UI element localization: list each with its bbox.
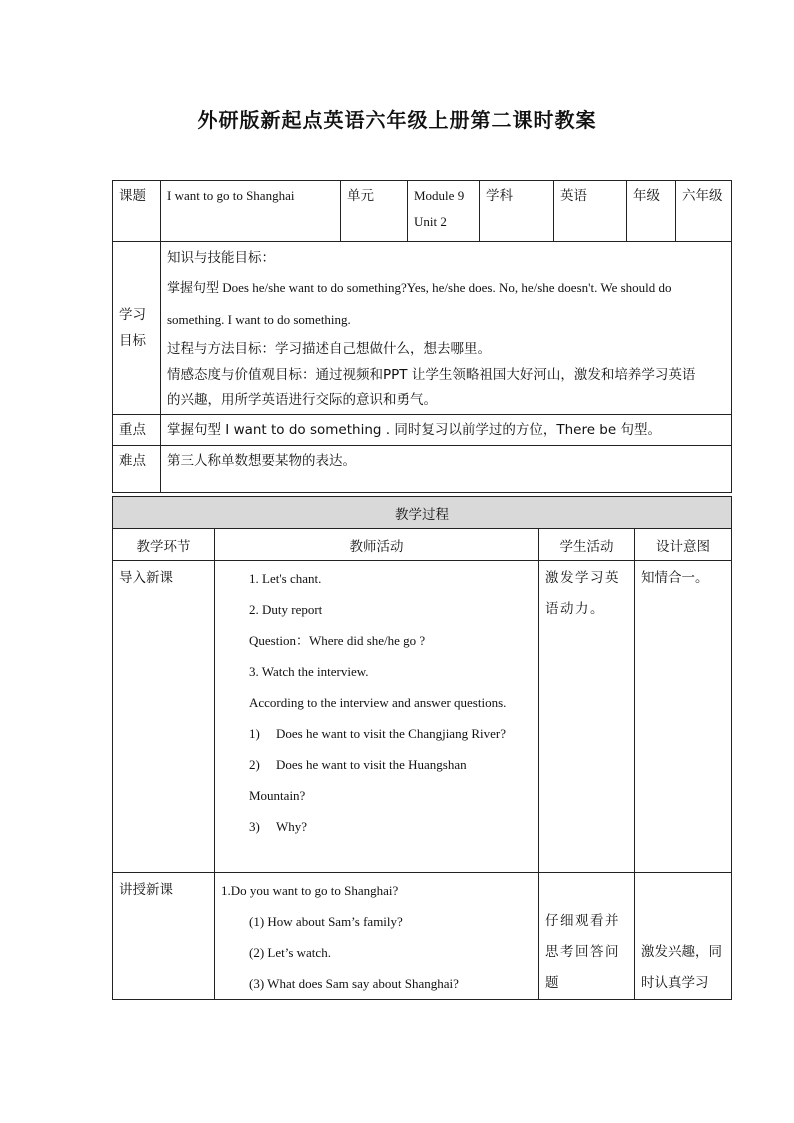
objectives-label-line1: 学习 bbox=[119, 307, 146, 323]
table-row bbox=[113, 561, 732, 873]
grade-value: 六年级 bbox=[676, 181, 732, 242]
intent-line: 时认真学习 bbox=[641, 975, 709, 991]
info-row-topic bbox=[113, 181, 732, 242]
teacher-line: 1. Let's chant. bbox=[249, 571, 322, 586]
student-line: 仔细观看并 bbox=[545, 913, 620, 929]
question-number: 1) bbox=[249, 726, 260, 741]
unit-value-module: Module 9 bbox=[414, 188, 465, 203]
student-activity-new bbox=[539, 873, 635, 1000]
student-line: 题 bbox=[545, 975, 560, 991]
unit-label: 单元 bbox=[341, 181, 408, 242]
info-row-difficult bbox=[113, 446, 732, 493]
info-row-objectives bbox=[113, 242, 732, 415]
header-intent: 设计意图 bbox=[635, 529, 732, 561]
knowledge-line1: 掌握句型 Does he/she want to do something?Yes, he/she does. No, he/she doesn't. We should do bbox=[167, 280, 672, 295]
teacher-activity-new bbox=[215, 873, 539, 1000]
unit-value-unit: Unit 2 bbox=[414, 214, 447, 229]
header-teacher: 教师活动 bbox=[215, 529, 539, 561]
emotion-line2: 的兴趣，用所学英语进行交际的意识和勇气。 bbox=[167, 392, 437, 408]
teacher-line: According to the interview and answer questions. bbox=[249, 695, 507, 710]
process-title: 教学过程 bbox=[113, 497, 732, 529]
header-stage: 教学环节 bbox=[113, 529, 215, 561]
key-label: 重点 bbox=[113, 415, 161, 446]
objectives-label-line2: 目标 bbox=[119, 333, 146, 349]
teacher-line: (3) What does Sam say about Shanghai? bbox=[249, 976, 459, 991]
intent-intro: 知情合一。 bbox=[635, 561, 732, 873]
teacher-line: Question：Where did she/he go ? bbox=[249, 633, 426, 648]
unit-value bbox=[408, 181, 480, 242]
difficult-label: 难点 bbox=[113, 446, 161, 493]
teaching-process-table bbox=[112, 496, 732, 1000]
teacher-line: (1) How about Sam’s family? bbox=[249, 914, 403, 929]
question-text: Why? bbox=[276, 819, 308, 834]
question-item bbox=[249, 718, 538, 749]
topic-value: I want to go to Shanghai bbox=[161, 181, 341, 242]
info-row-key bbox=[113, 415, 732, 446]
student-line: 语动力。 bbox=[545, 601, 605, 617]
header-student: 学生活动 bbox=[539, 529, 635, 561]
question-item bbox=[249, 749, 538, 780]
knowledge-title: 知识与技能目标： bbox=[167, 250, 275, 266]
question-number: 2) bbox=[249, 757, 260, 772]
process-header-row bbox=[113, 529, 732, 561]
emotion-line1: 情感态度与价值观目标：通过视频和PPT 让学生领略祖国大好河山，激发和培养学习英语 bbox=[167, 367, 696, 383]
table-row bbox=[113, 873, 732, 1000]
teacher-line: Mountain? bbox=[249, 788, 306, 803]
teacher-line: 1.Do you want to go to Shanghai? bbox=[221, 883, 399, 898]
intent-new bbox=[635, 873, 732, 1000]
difficult-value: 第三人称单数想要某物的表达。 bbox=[161, 446, 732, 493]
teacher-line: 3. Watch the interview. bbox=[249, 664, 369, 679]
subject-value: 英语 bbox=[554, 181, 627, 242]
question-number: 3) bbox=[249, 819, 260, 834]
teacher-line: (2) Let’s watch. bbox=[249, 945, 331, 960]
knowledge-line2: something. I want to do something. bbox=[167, 312, 351, 327]
question-item bbox=[249, 811, 538, 842]
student-activity-intro bbox=[539, 561, 635, 873]
topic-label: 课题 bbox=[113, 181, 161, 242]
student-line: 激发学习英 bbox=[545, 570, 620, 586]
question-text: Does he want to visit the Huangshan bbox=[276, 757, 467, 772]
stage-new-lesson: 讲授新课 bbox=[113, 873, 215, 1000]
teacher-line: 2. Duty report bbox=[249, 602, 323, 617]
intent-line: 激发兴趣，同 bbox=[641, 944, 722, 960]
teacher-activity-intro bbox=[215, 561, 539, 873]
objectives-label bbox=[113, 242, 161, 415]
question-text: Does he want to visit the Changjiang River? bbox=[276, 726, 506, 741]
document-title: 外研版新起点英语六年级上册第二课时教案 bbox=[197, 108, 597, 132]
grade-label: 年级 bbox=[627, 181, 676, 242]
student-line: 思考回答问 bbox=[545, 944, 620, 960]
key-value: 掌握句型 I want to do something . 同时复习以前学过的方位，There be 句型。 bbox=[161, 415, 732, 446]
lesson-info-table bbox=[112, 180, 732, 493]
process-objective: 过程与方法目标：学习描述自己想做什么，想去哪里。 bbox=[167, 341, 491, 357]
stage-intro: 导入新课 bbox=[113, 561, 215, 873]
subject-label: 学科 bbox=[480, 181, 554, 242]
objectives-content bbox=[161, 242, 732, 415]
